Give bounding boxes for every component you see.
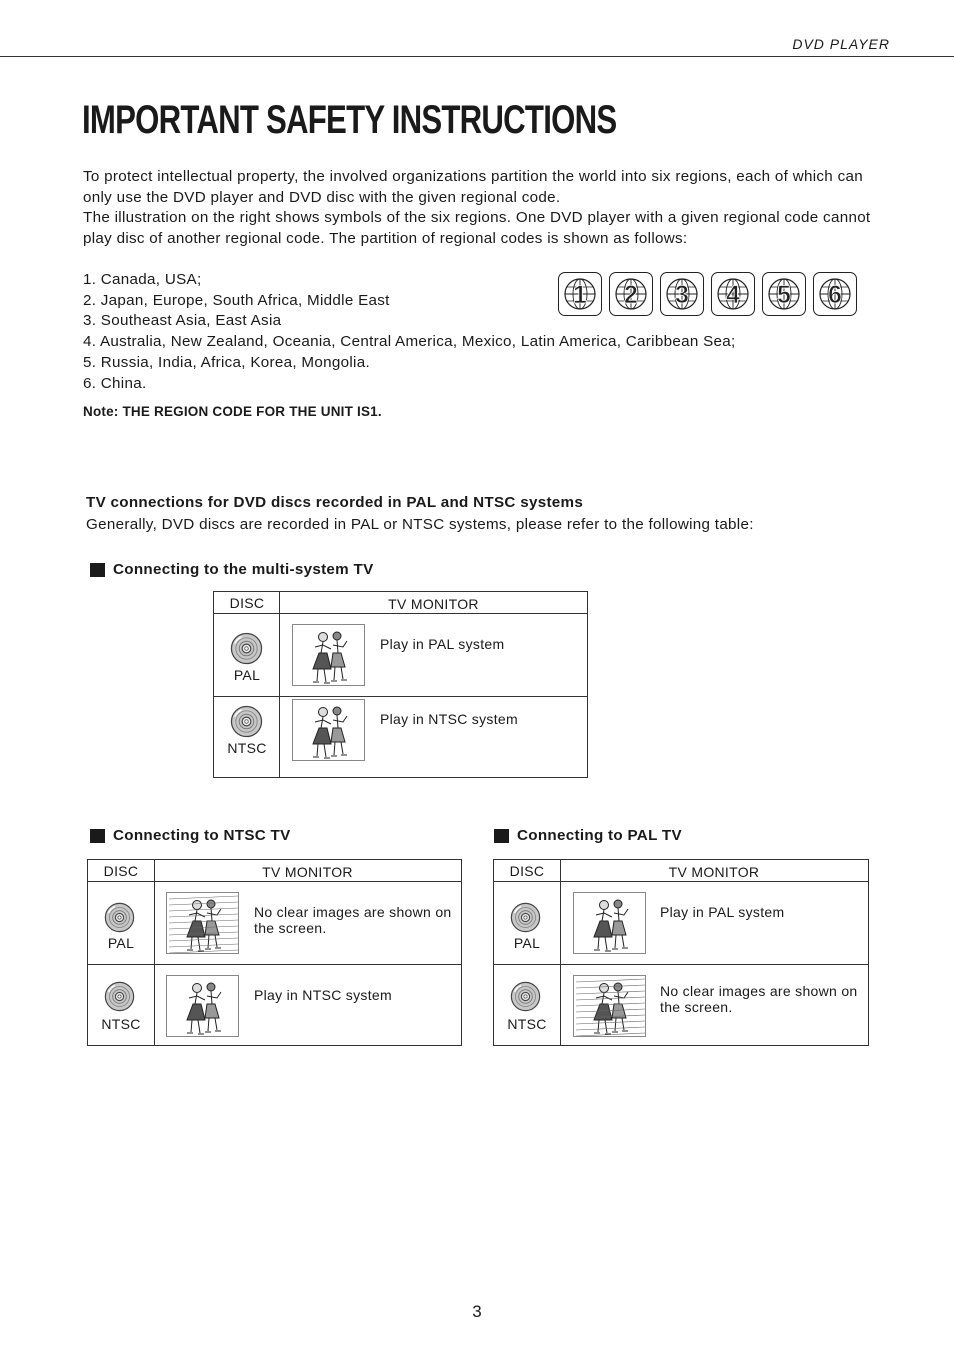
disc-type: PAL (233, 667, 261, 683)
section-bullet-icon (494, 829, 509, 843)
tv-image-thumbnail (573, 975, 646, 1037)
col-disc-header: DISC (509, 863, 545, 879)
pal-tv-title-text: Connecting to PAL TV (517, 827, 682, 844)
monitor-result: Play in PAL system (380, 636, 505, 652)
disc-icon (230, 632, 263, 665)
col-monitor-header: TV MONITOR (388, 596, 479, 612)
intro-paragraph-1: To protect intellectual property, the involved organizations partition the world into six regions, each of which can only use the DVD player and DVD disc with the given regional code. (83, 168, 863, 206)
region-number: 3 (675, 281, 689, 309)
region-number: 5 (777, 281, 791, 309)
region-number: 2 (624, 281, 638, 309)
region-item: 2. Japan, Europe, South Africa, Middle East (83, 291, 390, 309)
region-globe-icon (558, 272, 602, 316)
tv-image-thumbnail (166, 892, 239, 954)
table-row (494, 965, 868, 1046)
region-item: 1. Canada, USA; (83, 271, 202, 288)
region-number: 1 (573, 281, 587, 309)
section-bullet-icon (90, 563, 105, 577)
ntsc-tv-title (90, 827, 291, 844)
dancers-image (293, 625, 365, 686)
disc-icon (104, 981, 135, 1012)
tv-image-thumbnail (292, 699, 365, 761)
col-monitor-header: TV MONITOR (262, 864, 353, 880)
disc-type: PAL (513, 935, 541, 951)
multi-system-title (90, 561, 374, 578)
table-row (214, 697, 587, 778)
dancers-image (574, 893, 646, 954)
region-item: 5. Russia, India, Africa, Korea, Mongolia. (83, 353, 370, 371)
disc-icon (104, 902, 135, 933)
disc-type: NTSC (101, 1016, 141, 1032)
tv-connections-description: Generally, DVD discs are recorded in PAL or NTSC systems, please refer to the following table: (86, 516, 754, 533)
region-symbols (558, 272, 857, 316)
intro-paragraph-2: The illustration on the right shows symbols of the six regions. One DVD player with a given regional code cannot play disc of another regional code. The partition of regional codes is shown as follows: (83, 209, 871, 248)
multi-system-title-text: Connecting to the multi-system TV (113, 561, 374, 578)
page-title: IMPORTANT SAFETY INSTRUCTIONS (82, 98, 617, 142)
table-header (494, 860, 868, 882)
region-number: 4 (726, 281, 740, 309)
region-globe-icon (711, 272, 755, 316)
table-row (88, 882, 461, 964)
multi-system-table (213, 591, 588, 778)
disc-type: PAL (107, 935, 135, 951)
intro-text (83, 167, 883, 250)
pal-tv-table (493, 859, 869, 1046)
col-disc-header: DISC (229, 595, 265, 611)
region-globe-icon (813, 272, 857, 316)
table-row (88, 965, 461, 1046)
disc-type: NTSC (507, 1016, 547, 1032)
pal-tv-title (494, 827, 682, 844)
region-item: 3. Southeast Asia, East Asia (83, 312, 282, 330)
page-number: 3 (472, 1302, 482, 1321)
dancers-noisy-image (167, 893, 239, 954)
header-divider (0, 56, 954, 57)
disc-icon (230, 705, 263, 738)
monitor-result: Play in NTSC system (254, 987, 392, 1003)
dancers-image (167, 976, 239, 1037)
monitor-result: Play in NTSC system (380, 711, 518, 727)
dancers-image (293, 700, 365, 761)
tv-connections-heading: TV connections for DVD discs recorded in PAL and NTSC systems (86, 494, 584, 511)
region-item: 6. China. (83, 374, 147, 392)
region-item: 4. Australia, New Zealand, Oceania, Central America, Mexico, Latin America, Caribbean Sea; (83, 333, 736, 351)
table-row (214, 614, 587, 696)
region-globe-icon (660, 272, 704, 316)
disc-icon (510, 902, 541, 933)
region-note: Note: THE REGION CODE FOR THE UNIT IS1. (83, 404, 382, 419)
tv-image-thumbnail (166, 975, 239, 1037)
tv-image-thumbnail (292, 624, 365, 686)
monitor-result: Play in PAL system (660, 904, 785, 920)
col-monitor-header: TV MONITOR (668, 864, 760, 880)
col-disc-header: DISC (103, 863, 139, 879)
disc-type: NTSC (227, 740, 267, 756)
ntsc-tv-title-text: Connecting to NTSC TV (113, 827, 291, 844)
section-bullet-icon (90, 829, 105, 843)
table-header (214, 592, 587, 614)
disc-icon (510, 981, 541, 1012)
header-label: DVD PLAYER (792, 36, 890, 52)
ntsc-tv-table (87, 859, 462, 1046)
region-globe-icon (609, 272, 653, 316)
region-number: 6 (828, 281, 842, 309)
region-globe-icon (762, 272, 806, 316)
tv-image-thumbnail (573, 892, 646, 954)
monitor-result: No clear images are shown on the screen. (254, 904, 452, 936)
table-header (88, 860, 461, 882)
monitor-result: No clear images are shown on the screen. (660, 983, 858, 1015)
table-row (494, 882, 868, 964)
dancers-noisy-image (574, 976, 646, 1037)
